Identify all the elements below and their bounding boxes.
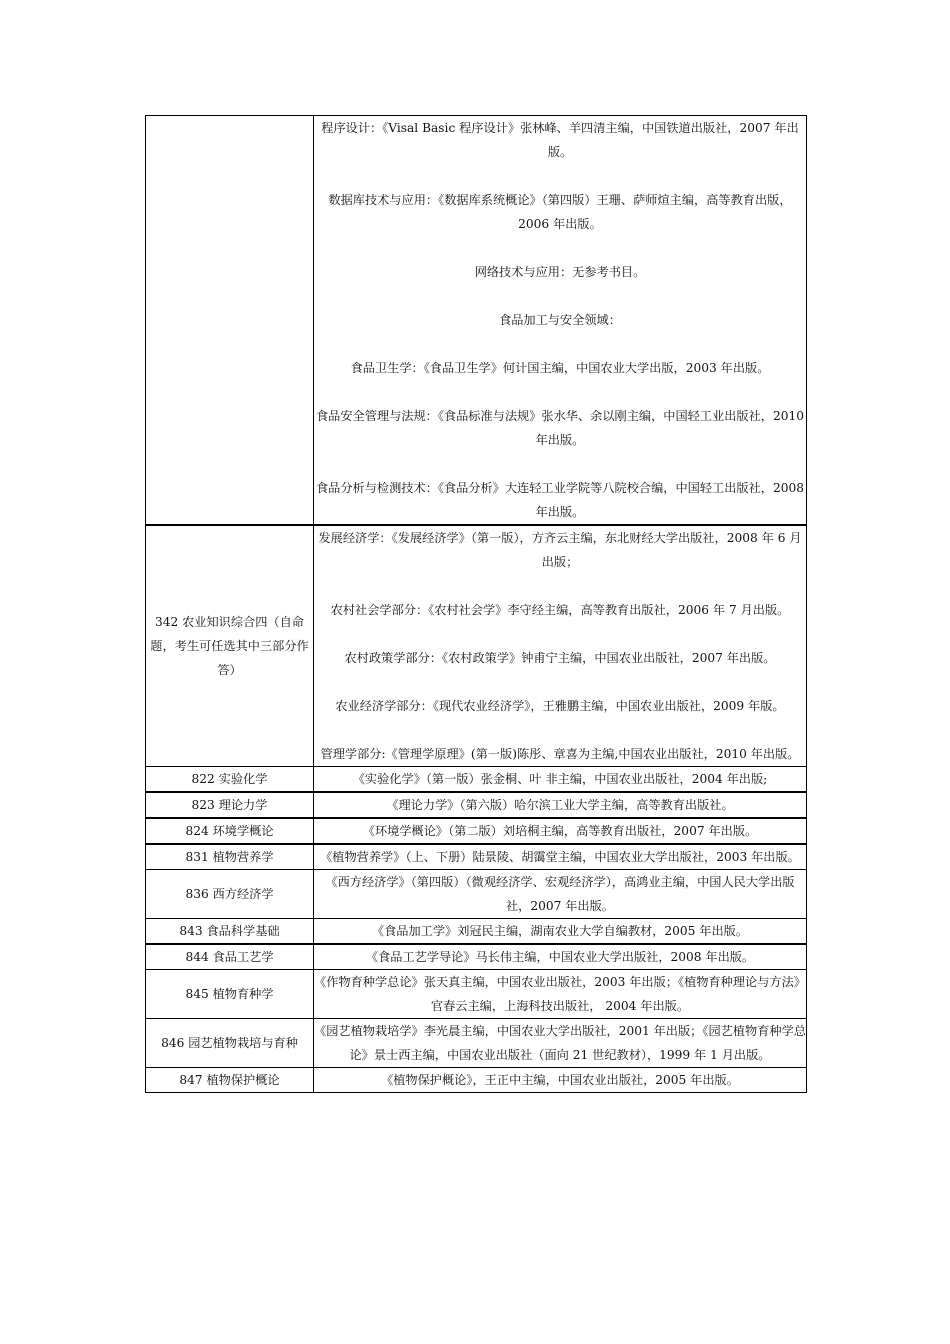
book-entry: 数据库技术与应用：《数据库系统概论》（第四版）王珊、萨师煊主编，高等教育出版，2006 年出版。	[328, 193, 792, 231]
book-entry: 管理学部分:《管理学原理》(第一版)陈彤、章喜为主编,中国农业出版社，2010 年出版。	[320, 747, 800, 761]
books-cell	[314, 525, 807, 767]
books-cell	[314, 844, 807, 870]
book-entry: 农村政策学部分：《农村政策学》钟甫宁主编，中国农业出版社，2007 年出版。	[344, 651, 776, 665]
subject-cell: 836 西方经济学	[146, 870, 314, 919]
table-row	[146, 525, 807, 767]
subject-cell: 847 植物保护概论	[146, 1068, 314, 1093]
subject-cell: 846 园艺植物栽培与育种	[146, 1019, 314, 1068]
book-entry: 《食品工艺学导论》马长伟主编，中国农业大学出版社，2008 年出版。	[365, 950, 755, 964]
table-row	[146, 792, 807, 818]
reference-books-table	[145, 115, 807, 1093]
book-entry: 程序设计：《Visal Basic 程序设计》张林峰、羊四清主编，中国铁道出版社，2007 年出版。	[321, 121, 799, 159]
subject-cell: 845 植物育种学	[146, 970, 314, 1019]
table-row	[146, 844, 807, 870]
subject-cell: 342 农业知识综合四（自命题，考生可任选其中三部分作答）	[146, 525, 314, 767]
book-entry: 食品卫生学：《食品卫生学》何计国主编，中国农业大学出版，2003 年出版。	[350, 361, 770, 375]
books-cell	[314, 818, 807, 844]
books-cell	[314, 767, 807, 793]
books-cell	[314, 1019, 807, 1068]
book-entry: 《西方经济学》（第四版）（微观经济学、宏观经济学），高鸿业主编，中国人民大学出版社，2007 年出版。	[325, 875, 795, 913]
subject-cell: 843 食品科学基础	[146, 919, 314, 945]
books-cell	[314, 870, 807, 919]
book-entry: 《食品加工学》刘冠民主编，湖南农业大学自编教材，2005 年出版。	[371, 924, 749, 938]
subject-cell: 824 环境学概论	[146, 818, 314, 844]
books-cell	[314, 792, 807, 818]
section-heading: 食品加工与安全领域：	[499, 313, 621, 327]
table-row	[146, 919, 807, 945]
table-row	[146, 767, 807, 793]
book-entry: 农业经济学部分：《现代农业经济学》，王雅鹏主编，中国农业出版社，2009 年版。	[335, 699, 785, 713]
subject-cell: 831 植物营养学	[146, 844, 314, 870]
book-entry: 食品安全管理与法规：《食品标准与法规》张水华、余以刚主编，中国轻工业出版社，2010 年出版。	[315, 409, 805, 447]
table-row	[146, 1068, 807, 1093]
book-entry: 网络技术与应用：无参考书目。	[474, 265, 646, 279]
books-cell	[314, 1068, 807, 1093]
book-entry: 《植物营养学》（上、下册）陆景陵、胡霭堂主编，中国农业大学出版社，2003 年出版。	[320, 850, 800, 864]
books-cell	[314, 970, 807, 1019]
book-entry: 《实验化学》（第一版）张金桐、叶 非主编，中国农业出版社，2004 年出版;	[352, 772, 768, 786]
books-cell	[314, 919, 807, 945]
table-row	[146, 116, 807, 526]
book-entry: 《理论力学》（第六版）哈尔滨工业大学主编，高等教育出版社。	[386, 798, 734, 812]
book-entry: 食品分析与检测技术：《食品分析》大连轻工业学院等八院校合编，中国轻工出版社，2008 年出版。	[315, 481, 805, 519]
table-row	[146, 970, 807, 1019]
book-entry: 农村社会学部分：《农村社会学》李守经主编，高等教育出版社，2006 年 7 月出版。	[330, 603, 790, 617]
book-entry: 《环境学概论》（第二版）刘培桐主编，高等教育出版社，2007 年出版。	[362, 824, 758, 838]
subject-cell	[146, 116, 314, 526]
subject-cell: 823 理论力学	[146, 792, 314, 818]
subject-cell: 822 实验化学	[146, 767, 314, 793]
book-entry: 发展经济学：《发展经济学》（第一版），方齐云主编，东北财经大学出版社，2008 年 6 月出版；	[318, 531, 802, 569]
book-entry: 《园艺植物栽培学》李光晨主编，中国农业大学出版社，2001 年出版；《园艺植物育种学总论》景士西主编，中国农业出版社（面向 21 世纪教材），1999 年 1 月出版。	[314, 1024, 806, 1062]
book-entry: 《植物保护概论》，王正中主编，中国农业出版社，2005 年出版。	[381, 1073, 739, 1087]
table-row	[146, 870, 807, 919]
books-cell	[314, 116, 807, 526]
subject-cell: 844 食品工艺学	[146, 944, 314, 970]
table-row	[146, 944, 807, 970]
table-row	[146, 1019, 807, 1068]
books-cell	[314, 944, 807, 970]
table-row	[146, 818, 807, 844]
book-entry: 《作物育种学总论》张天真主编，中国农业出版社，2003 年出版；《植物育种理论与方法》官春云主编，上海科技出版社， 2004 年出版。	[314, 975, 806, 1013]
